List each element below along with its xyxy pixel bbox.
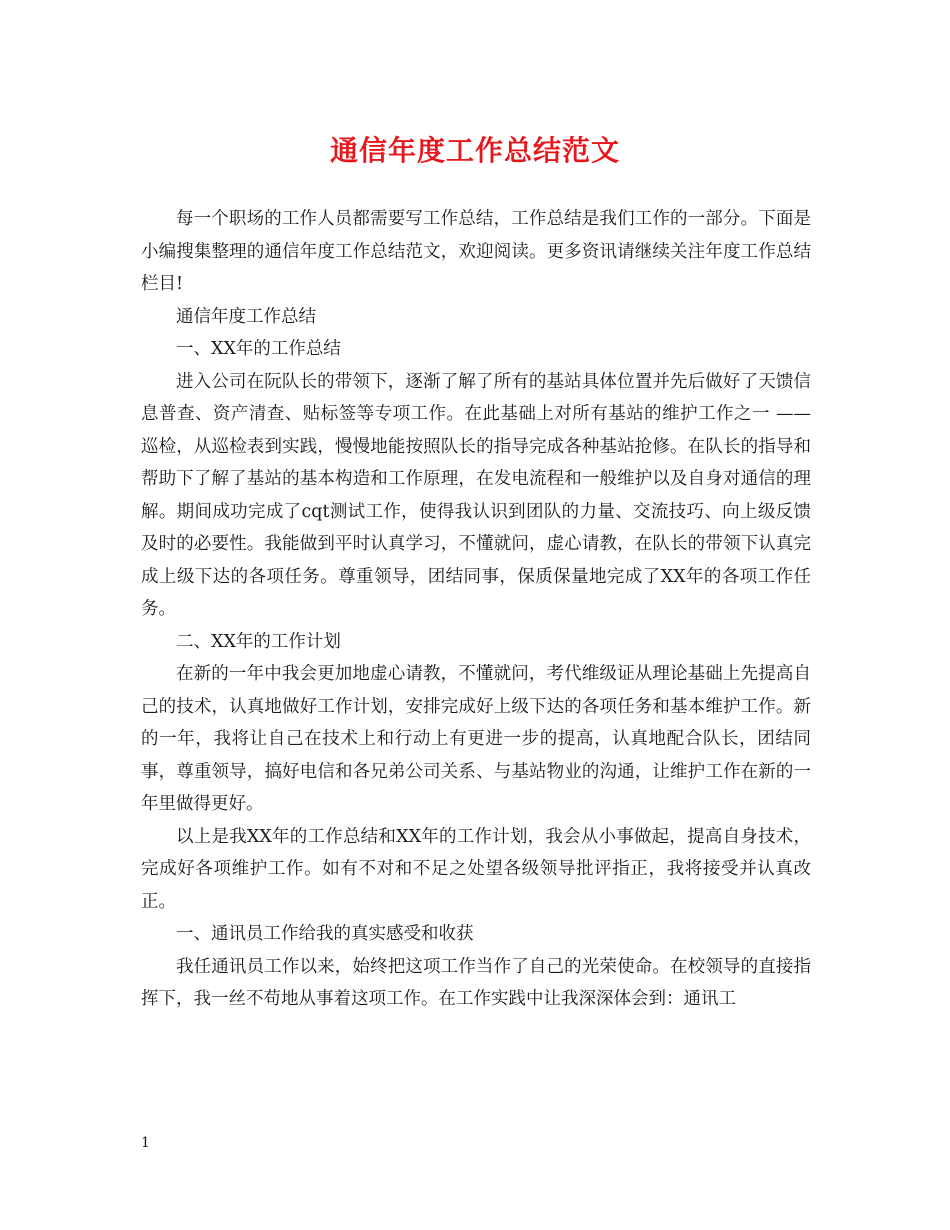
document-title: 通信年度工作总结范文 (329, 134, 620, 167)
paragraph-plan: 在新的一年中我会更加地虚心请教，不懂就问，考代维级证从理论基础上先提高自己的技术，认真地做好工作计划，安排完成好上级下达的各项任务和基本维护工作。新的一年，我将让自己在技术上和行动上有更进一步的提高，认真地配合队长，团结同事，尊重领导，搞好电信和各兄弟公司关系、与基站物业的沟通，让维护工作在新的一年里做得更好。 (141, 664, 811, 814)
section-heading-correspondent: 一、通讯员工作给我的真实感受和收获 (176, 924, 474, 944)
section-heading-summary: 一、XX年的工作总结 (176, 339, 341, 359)
paragraph-intro: 每一个职场的工作人员都需要写工作总结，工作总结是我们工作的一部分。下面是小编搜集整理的通信年度工作总结范文，欢迎阅读。更多资讯请继续关注年度工作总结栏目! (141, 209, 811, 294)
paragraph-conclusion: 以上是我XX年的工作总结和XX年的工作计划，我会从小事做起，提高自身技术，完成好各项维护工作。如有不对和不足之处望各级领导批评指正，我将接受并认真改正。 (141, 826, 811, 912)
page-number: 1 (141, 1135, 150, 1151)
paragraph-subtitle: 通信年度工作总结 (176, 306, 316, 327)
paragraph-summary: 进入公司在阮队长的带领下，逐渐了解了所有的基站具体位置并先后做好了天馈信息普查、资产清查、贴标签等专项工作。在此基础上对所有基站的维护工作之一 ——巡检，从巡检表到实践，慢慢地能按照队长的指导完成各种基站抢修。在队长的指导和帮助下了解了基站的基本构造和工作原理，在发电流程和一般维护以及自身对通信的理解。期间成功完成了cqt测试工作，使得我认识到团队的力量、交流技巧、向上级反馈及时的必要性。我能做到平时认真学习，不懂就问，虚心请教，在队长的带领下认真完成上级下达的各项任务。尊重领导，团结同事，保质保量地完成了XX年的各项工作任务。 (141, 371, 811, 619)
section-heading-plan: 二、XX年的工作计划 (176, 631, 341, 652)
document-body (141, 203, 811, 1016)
paragraph-correspondent: 我任通讯员工作以来，始终把这项工作当作了自己的光荣使命。在校领导的直接指挥下，我一丝不苟地从事着这项工作。在工作实践中让我深深体会到：通讯工 (141, 956, 811, 1009)
